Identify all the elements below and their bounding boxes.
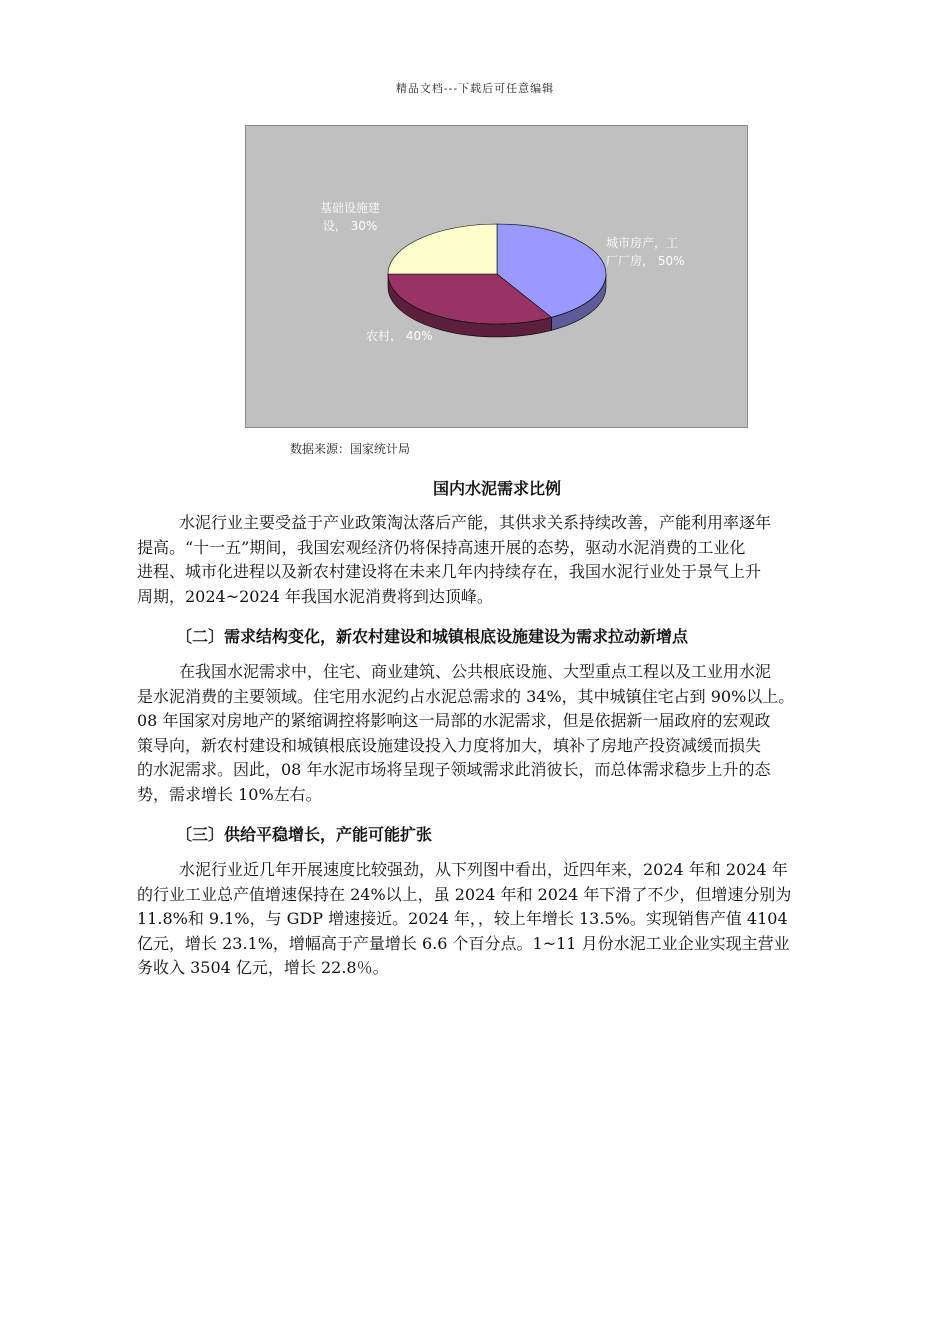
pie-slice-label: 基础设施建: [319, 201, 381, 215]
pie-chart: [245, 125, 748, 428]
paragraph-line: 在我国水泥需求中，住宅、商业建筑、公共根底设施、大型重点工程以及工业用水泥: [179, 662, 772, 681]
pie-slice: [388, 224, 497, 274]
paragraph-2: [137, 660, 889, 807]
paragraph-line: 水泥行业主要受益于产业政策淘汰落后产能，其供求关系持续改善，产能利用率逐年: [179, 513, 772, 532]
paragraph-line: 策导向，新农村建设和城镇根底设施建设投入力度将加大，填补了房地产投资减缓而损失: [137, 735, 762, 755]
chart-caption: 国内水泥需求比例: [432, 479, 561, 498]
paragraph-line: 势，需求增长 10%左右。: [137, 784, 322, 804]
paragraph-3: [137, 858, 889, 981]
section-heading-2: 〔二〕需求结构变化，新农村建设和城镇根底设施建设为需求拉动新增点: [176, 627, 689, 646]
paragraph-line: 水泥行业近几年开展速度比较强劲，从下列图中看出，近四年来，2024 年和 2024 年: [179, 860, 788, 879]
paragraph-line: 进程、城市化进程以及新农村建设将在未来几年内持续存在，我国水泥行业处于景气上升: [137, 562, 762, 581]
pie-slice-label: 农村， 40%: [366, 329, 433, 343]
paragraph-line: 亿元，增长 23.1%，增幅高于产量增长 6.6 个百分点。1~11 月份水泥工业企业实现主营业: [137, 933, 790, 953]
paragraph-line: 周期，2024~2024 年我国水泥消费将到达顶峰。: [137, 586, 493, 606]
pie-chart-svg: [246, 126, 749, 429]
data-source: 数据来源：国家统计局: [290, 442, 411, 456]
paragraph-line: 08 年国家对房地产的紧缩调控将影响这一局部的水泥需求，但是依据新一届政府的宏观政: [137, 711, 771, 730]
pie-slice-label: 城市房产，工: [606, 236, 679, 250]
paragraph-line: 的行业工业总产值增速保持在 24%以上，虽 2024 年和 2024 年下滑了不少，但增速分别为: [137, 884, 792, 904]
paragraph-line: 提高。“十一五”期间，我国宏观经济仍将保持高速开展的态势，驱动水泥消费的工业化: [137, 537, 746, 557]
paragraph-line: 务收入 3504 亿元，增长 22.8％。: [137, 958, 389, 977]
paragraph-line: 的水泥需求。因此，08 年水泥市场将呈现子领域需求此消彼长，而总体需求稳步上升的态: [137, 760, 771, 779]
page-header: 精品文档---下载后可任意编辑: [395, 82, 555, 95]
pie-slice-label: 厂厂房， 50%: [606, 254, 685, 268]
paragraph-1: [137, 511, 889, 609]
pie-slice-label: 设， 30%: [322, 219, 378, 233]
paragraph-line: 11.8%和 9.1%，与 GDP 增速接近。2024 年，，较上年增长 13.5%。实现销售产值 4104: [137, 909, 788, 928]
section-heading-3: 〔三〕供给平稳增长，产能可能扩张: [176, 825, 433, 844]
paragraph-line: 是水泥消费的主要领域。住宅用水泥约占水泥总需求的 34%，其中城镇住宅占到 90%以上。: [137, 686, 795, 706]
